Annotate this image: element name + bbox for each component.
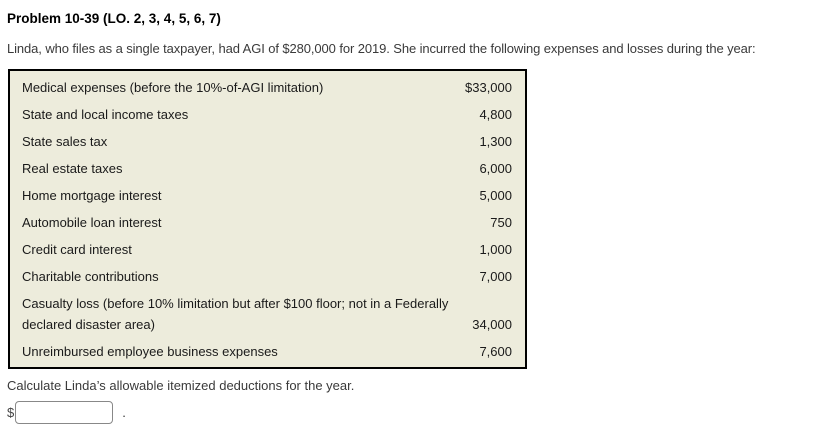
expense-amount: 750 [490, 215, 512, 230]
table-row [22, 209, 512, 236]
expense-label: Credit card interest [22, 242, 132, 257]
table-row [22, 182, 512, 209]
dollar-sign: $ [7, 405, 15, 420]
expense-amount: 5,000 [479, 188, 512, 203]
expense-label: Medical expenses (before the 10%-of-AGI limitation) [22, 80, 324, 95]
table-row [22, 236, 512, 263]
table-row [22, 128, 512, 155]
table-row [22, 155, 512, 182]
expense-amount: 1,000 [479, 242, 512, 257]
expense-label: Home mortgage interest [22, 188, 162, 203]
table-row [22, 101, 512, 128]
expense-amount: 34,000 [472, 317, 512, 332]
table-row [22, 74, 512, 101]
answer-period: . [122, 405, 126, 420]
answer-row [7, 401, 834, 424]
expenses-table [8, 69, 527, 369]
expense-label: Automobile loan interest [22, 215, 162, 230]
expense-label: Real estate taxes [22, 161, 123, 176]
expense-label: State sales tax [22, 134, 108, 149]
problem-intro: Linda, who files as a single taxpayer, had AGI of $280,000 for 2019. She incurred the following expenses and losses during the year: [7, 41, 756, 56]
problem-title: Problem 10-39 (LO. 2, 3, 4, 5, 6, 7) [7, 11, 221, 26]
expense-label: Casualty loss (before 10% limitation but after $100 floor; not in a Federally declared disaster area) [22, 296, 449, 332]
expense-amount: 7,600 [479, 344, 512, 359]
expense-amount: 4,800 [479, 107, 512, 122]
expense-amount: $33,000 [465, 80, 512, 95]
expense-label: Unreimbursed employee business expenses [22, 344, 278, 359]
answer-input[interactable] [15, 401, 113, 424]
table-row [22, 338, 512, 365]
table-row [22, 263, 512, 290]
expense-amount: 7,000 [479, 269, 512, 284]
expense-label: Charitable contributions [22, 269, 159, 284]
question-text: Calculate Linda’s allowable itemized deductions for the year. [7, 378, 355, 393]
expense-amount: 1,300 [479, 134, 512, 149]
expense-label: State and local income taxes [22, 107, 189, 122]
expense-amount: 6,000 [479, 161, 512, 176]
table-row [22, 290, 512, 338]
